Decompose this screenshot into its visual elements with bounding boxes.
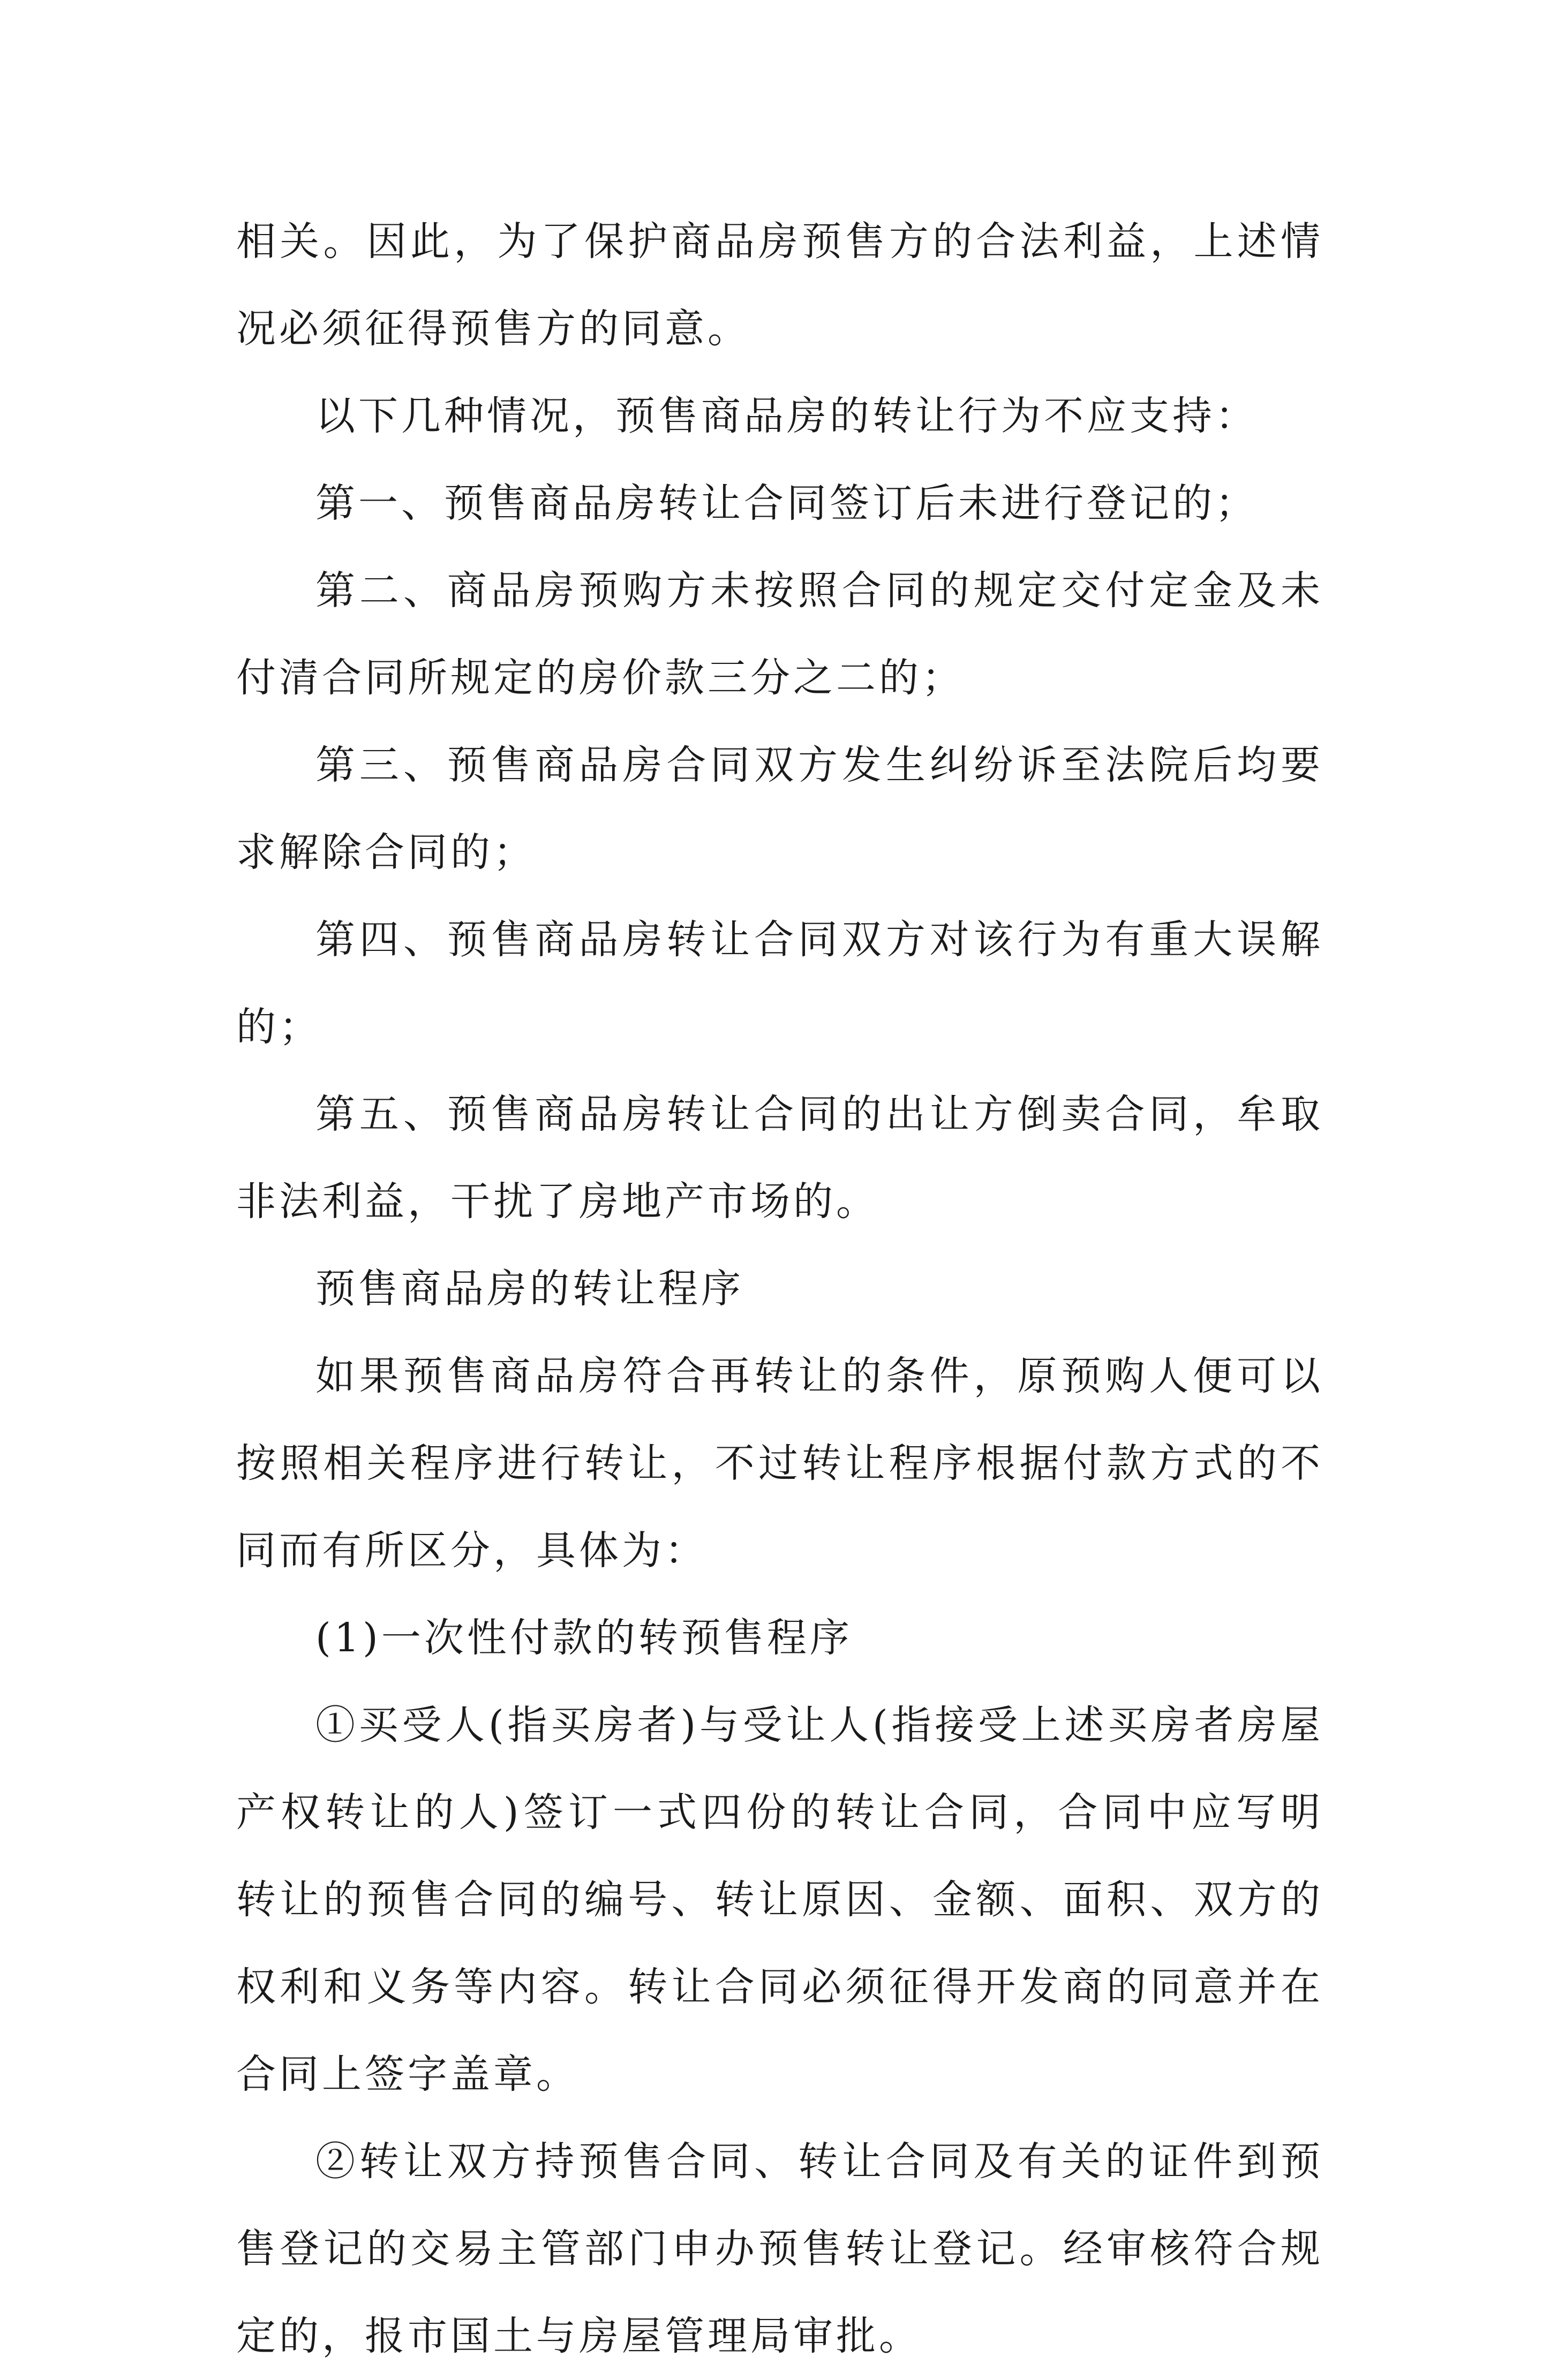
section-heading-transfer-procedure: 预售商品房的转让程序 <box>315 1266 744 1312</box>
paragraph-9: 如果预售商品房符合再转让的条件，原预购人便可以按照相关程序进行转让，不过转让程序根据付款方式的不同而有所区分，具体为： <box>236 1353 1323 1574</box>
paragraph-11: ①买受人(指买房者)与受让人(指接受上述买房者房屋产权转让的人)签订一式四份的转让合同，合同中应写明转让的预售合同的编号、转让原因、金额、面积、双方的权利和义务等内容。转让合同必须征得开发商的同意并在合同上签字盖章。 <box>236 1702 1323 2097</box>
paragraph-4: 第二、商品房预购方未按照合同的规定交付定金及未付清合同所规定的房价款三分之二的； <box>236 568 1323 701</box>
subheading-one-time-payment: (1)一次性付款的转预售程序 <box>315 1615 853 1661</box>
paragraph-6: 第四、预售商品房转让合同双方对该行为有重大误解的； <box>236 917 1323 1050</box>
paragraph-7: 第五、预售商品房转让合同的出让方倒卖合同，牟取非法利益，干扰了房地产市场的。 <box>236 1091 1323 1225</box>
paragraph-3: 第一、预售商品房转让合同签订后未进行登记的； <box>315 480 1258 526</box>
paragraph-5: 第三、预售商品房合同双方发生纠纷诉至法院后均要求解除合同的； <box>236 742 1323 875</box>
document-body <box>236 198 1323 2380</box>
paragraph-1: 相关。因此，为了保护商品房预售方的合法利益，上述情况必须征得预售方的同意。 <box>236 218 1323 352</box>
paragraph-12: ②转让双方持预售合同、转让合同及有关的证件到预售登记的交易主管部门申办预售转让登记。经审核符合规定的，报市国土与房屋管理局审批。 <box>236 2139 1323 2359</box>
paragraph-2: 以下几种情况，预售商品房的转让行为不应支持： <box>315 393 1258 439</box>
